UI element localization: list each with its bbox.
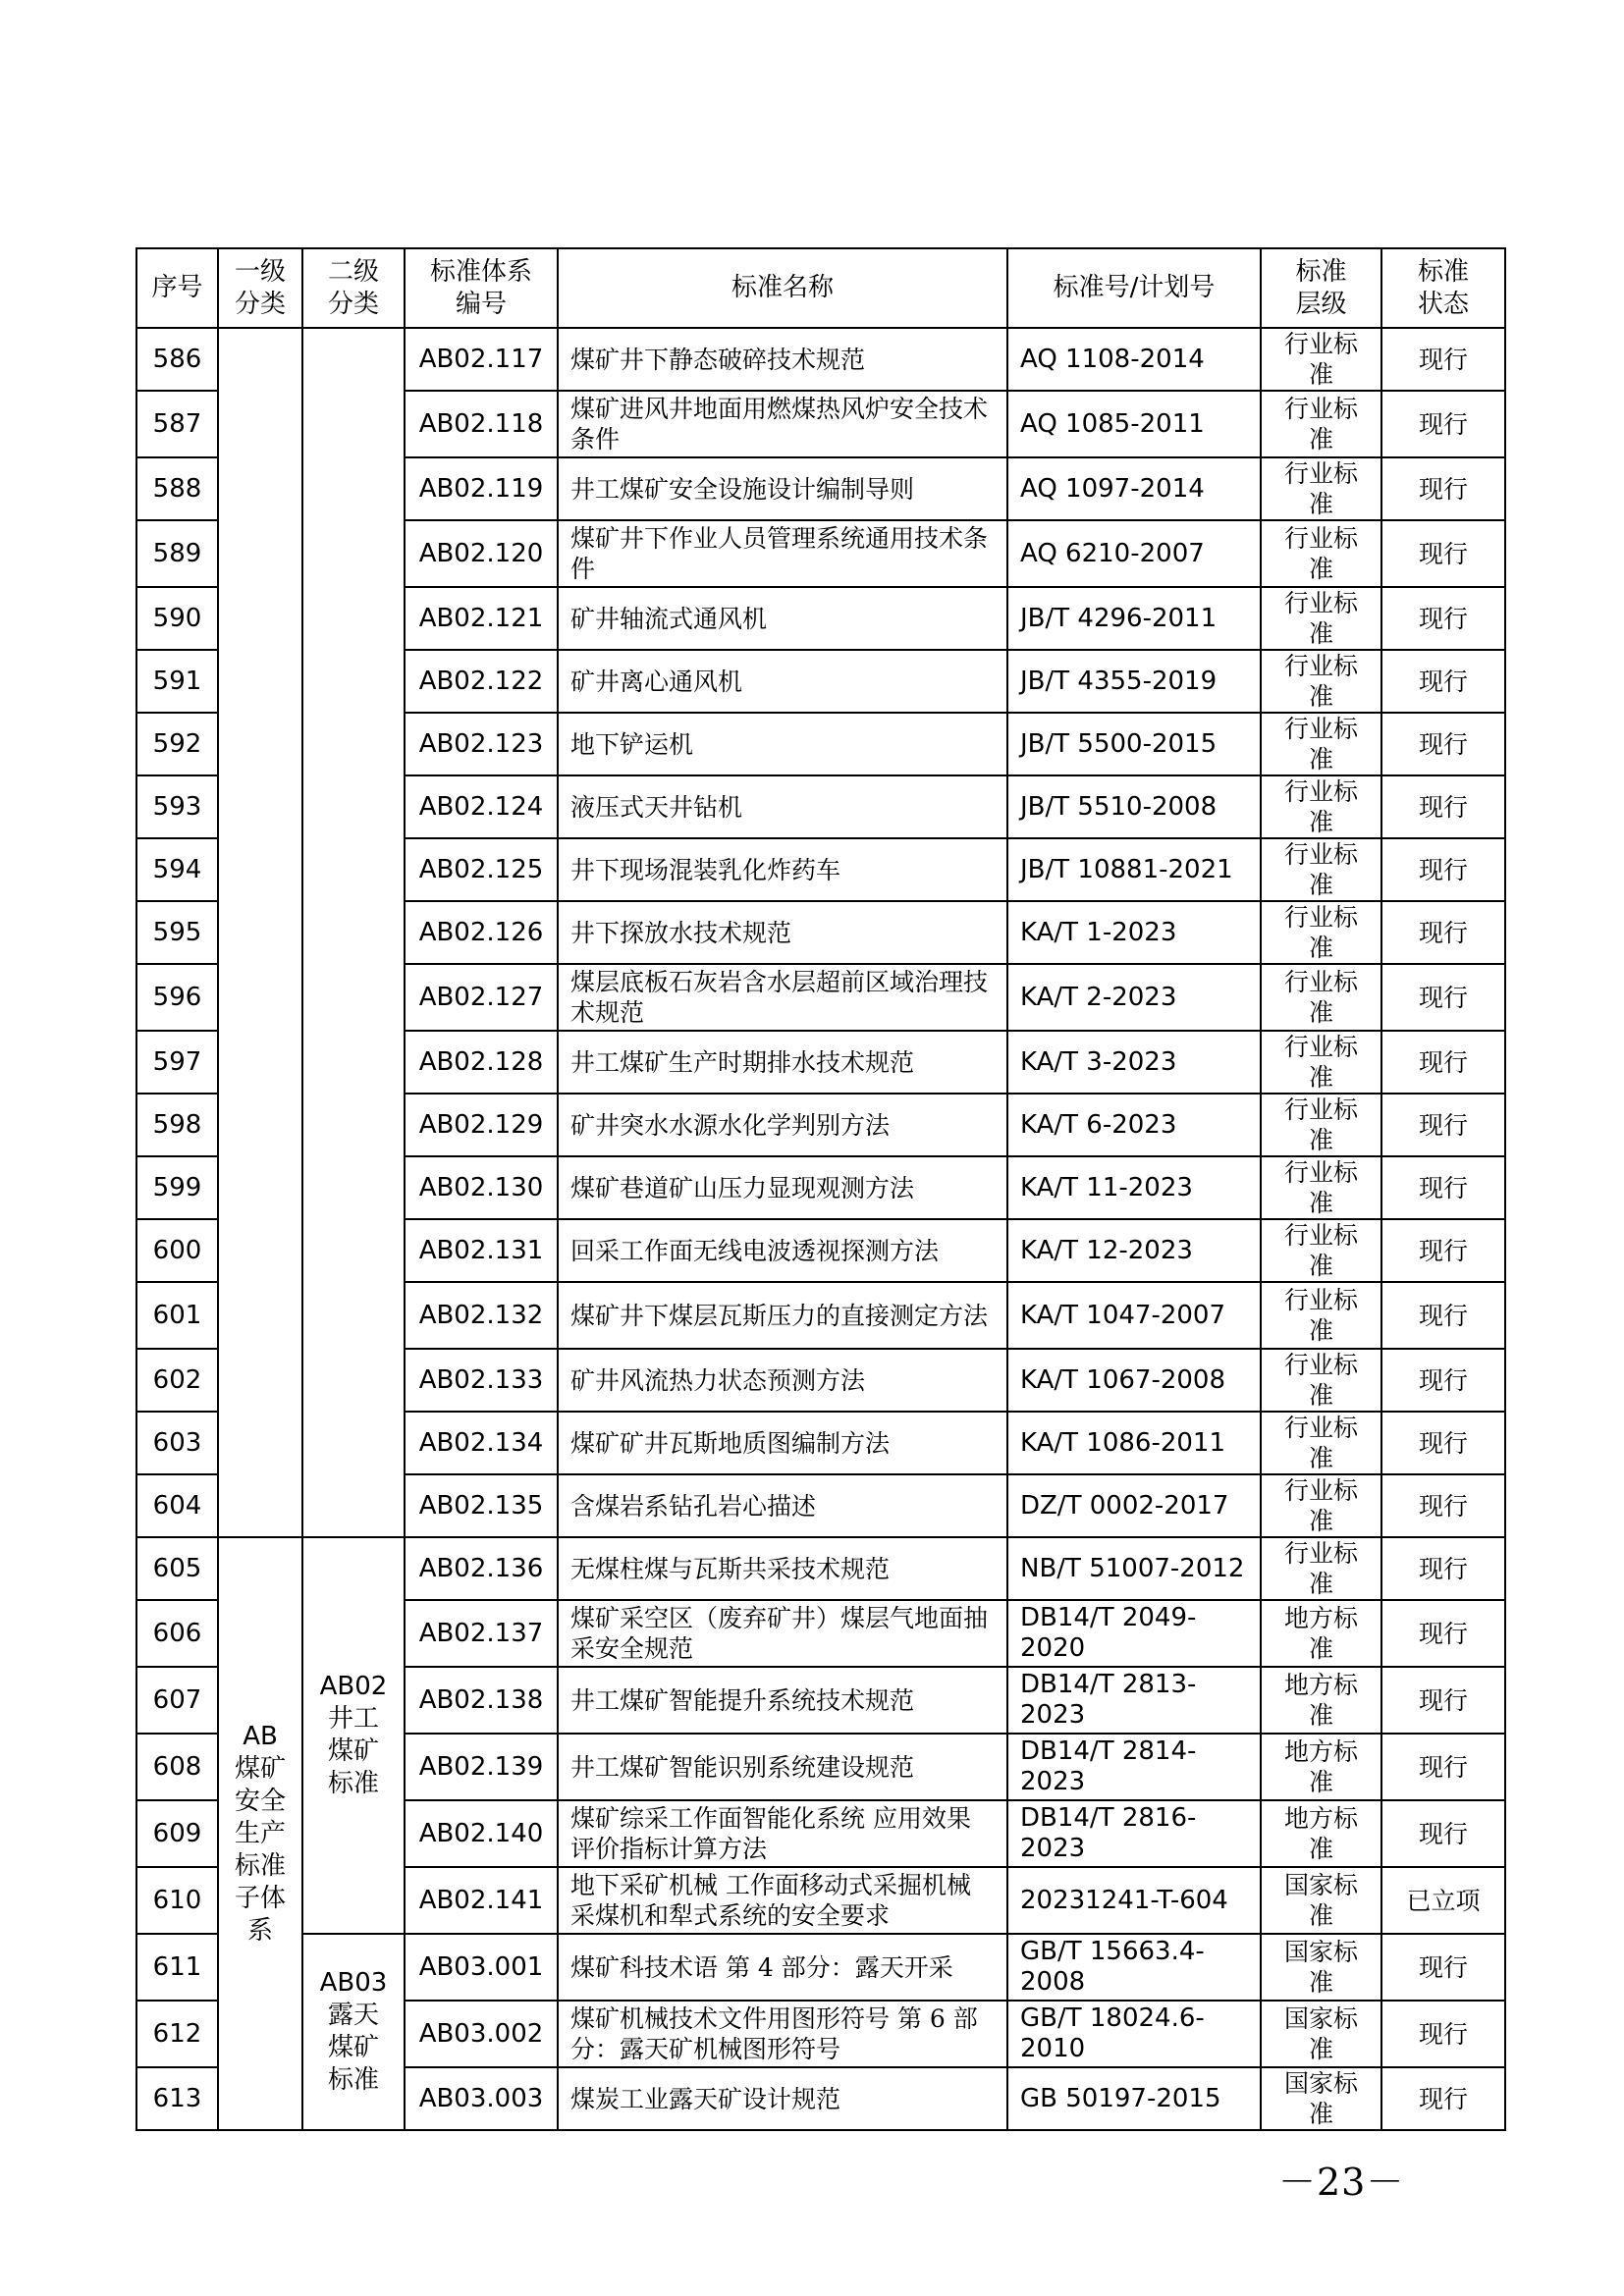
row-level: 行业标准	[1261, 1219, 1381, 1282]
row-name: 煤矿井下煤层瓦斯压力的直接测定方法	[558, 1282, 1007, 1349]
row-code: AB03.003	[405, 2067, 558, 2130]
page-number: －23－	[1278, 2161, 1405, 2204]
row-std-no: DB14/T 2816-2023	[1007, 1800, 1261, 1867]
row-seq: 601	[136, 1282, 218, 1349]
row-std-no: KA/T 11-2023	[1007, 1156, 1261, 1219]
row-std-no: JB/T 10881-2021	[1007, 838, 1261, 901]
row-name: 矿井离心通风机	[558, 650, 1007, 713]
row-std-no: DB14/T 2814-2023	[1007, 1734, 1261, 1800]
row-level: 国家标准	[1261, 1867, 1381, 1934]
table-row	[136, 1537, 1505, 1600]
row-level: 行业标准	[1261, 838, 1381, 901]
row-std-no: KA/T 1086-2011	[1007, 1412, 1261, 1474]
row-name: 煤矿矿井瓦斯地质图编制方法	[558, 1412, 1007, 1474]
row-name: 煤矿巷道矿山压力显现观测方法	[558, 1156, 1007, 1219]
row-seq: 591	[136, 650, 218, 713]
row-level: 地方标准	[1261, 1734, 1381, 1800]
row-code: AB02.128	[405, 1031, 558, 1094]
row-level: 行业标准	[1261, 1156, 1381, 1219]
row-level: 行业标准	[1261, 1094, 1381, 1156]
row-status: 现行	[1381, 1800, 1505, 1867]
row-code: AB02.121	[405, 587, 558, 650]
row-status: 现行	[1381, 520, 1505, 587]
row-code: AB03.001	[405, 1934, 558, 2001]
row-std-no: KA/T 2-2023	[1007, 964, 1261, 1031]
row-name: 煤矿井下静态破碎技术规范	[558, 328, 1007, 391]
row-name: 煤矿井下作业人员管理系统通用技术条件	[558, 520, 1007, 587]
row-std-no: DB14/T 2049-2020	[1007, 1600, 1261, 1667]
row-code: AB02.134	[405, 1412, 558, 1474]
row-code: AB02.125	[405, 838, 558, 901]
row-level: 地方标准	[1261, 1600, 1381, 1667]
row-name: 井工煤矿安全设施设计编制导则	[558, 457, 1007, 520]
row-name: 井工煤矿智能识别系统建设规范	[558, 1734, 1007, 1800]
row-status: 现行	[1381, 1934, 1505, 2001]
row-status: 现行	[1381, 1031, 1505, 1094]
row-code: AB02.129	[405, 1094, 558, 1156]
row-std-no: JB/T 4355-2019	[1007, 650, 1261, 713]
row-seq: 613	[136, 2067, 218, 2130]
row-seq: 587	[136, 391, 218, 457]
row-level: 行业标准	[1261, 587, 1381, 650]
row-seq: 610	[136, 1867, 218, 1934]
cat1-blank	[218, 328, 302, 1537]
row-code: AB02.141	[405, 1867, 558, 1934]
row-std-no: KA/T 12-2023	[1007, 1219, 1261, 1282]
row-level: 行业标准	[1261, 1282, 1381, 1349]
row-status: 现行	[1381, 775, 1505, 838]
row-code: AB02.132	[405, 1282, 558, 1349]
row-code: AB02.131	[405, 1219, 558, 1282]
row-status: 现行	[1381, 713, 1505, 775]
row-level: 行业标准	[1261, 1412, 1381, 1474]
row-name: 煤炭工业露天矿设计规范	[558, 2067, 1007, 2130]
row-code: AB02.136	[405, 1537, 558, 1600]
row-status: 现行	[1381, 2067, 1505, 2130]
table-row	[136, 1934, 1505, 2001]
row-seq: 586	[136, 328, 218, 391]
row-code: AB02.123	[405, 713, 558, 775]
header-status: 标准 状态	[1381, 248, 1505, 328]
row-name: 地下铲运机	[558, 713, 1007, 775]
row-name: 矿井轴流式通风机	[558, 587, 1007, 650]
row-status: 现行	[1381, 1600, 1505, 1667]
row-status: 现行	[1381, 1219, 1505, 1282]
row-std-no: JB/T 5500-2015	[1007, 713, 1261, 775]
row-code: AB02.118	[405, 391, 558, 457]
row-status: 现行	[1381, 838, 1505, 901]
row-name: 煤矿综采工作面智能化系统 应用效果评价指标计算方法	[558, 1800, 1007, 1867]
row-std-no: KA/T 1047-2007	[1007, 1282, 1261, 1349]
row-seq: 596	[136, 964, 218, 1031]
row-std-no: AQ 1108-2014	[1007, 328, 1261, 391]
row-std-no: AQ 1097-2014	[1007, 457, 1261, 520]
row-std-no: GB/T 15663.4-2008	[1007, 1934, 1261, 2001]
row-code: AB02.122	[405, 650, 558, 713]
row-level: 行业标准	[1261, 1474, 1381, 1537]
row-name: 地下采矿机械 工作面移动式采掘机械 采煤机和犁式系统的安全要求	[558, 1867, 1007, 1934]
row-seq: 607	[136, 1667, 218, 1734]
table-header-row	[136, 248, 1505, 328]
row-status: 现行	[1381, 1094, 1505, 1156]
row-name: 煤矿进风井地面用燃煤热风炉安全技术条件	[558, 391, 1007, 457]
row-std-no: DB14/T 2813-2023	[1007, 1667, 1261, 1734]
header-cat2: 二级 分类	[302, 248, 405, 328]
row-status: 现行	[1381, 1667, 1505, 1734]
row-name: 煤矿机械技术文件用图形符号 第 6 部分：露天矿机械图形符号	[558, 2001, 1007, 2067]
row-status: 现行	[1381, 1156, 1505, 1219]
row-status: 现行	[1381, 587, 1505, 650]
table-row	[136, 328, 1505, 391]
row-seq: 611	[136, 1934, 218, 2001]
row-seq: 605	[136, 1537, 218, 1600]
row-code: AB02.140	[405, 1800, 558, 1867]
row-status: 现行	[1381, 328, 1505, 391]
row-status: 现行	[1381, 1474, 1505, 1537]
row-std-no: KA/T 1-2023	[1007, 901, 1261, 964]
row-code: AB02.137	[405, 1600, 558, 1667]
row-std-no: GB 50197-2015	[1007, 2067, 1261, 2130]
row-seq: 603	[136, 1412, 218, 1474]
row-level: 行业标准	[1261, 520, 1381, 587]
row-name: 回采工作面无线电波透视探测方法	[558, 1219, 1007, 1282]
row-seq: 589	[136, 520, 218, 587]
row-status: 现行	[1381, 650, 1505, 713]
row-name: 井工煤矿生产时期排水技术规范	[558, 1031, 1007, 1094]
row-seq: 600	[136, 1219, 218, 1282]
row-name: 液压式天井钻机	[558, 775, 1007, 838]
row-level: 地方标准	[1261, 1667, 1381, 1734]
row-code: AB02.119	[405, 457, 558, 520]
row-status: 现行	[1381, 964, 1505, 1031]
row-level: 行业标准	[1261, 775, 1381, 838]
row-seq: 606	[136, 1600, 218, 1667]
row-seq: 598	[136, 1094, 218, 1156]
row-code: AB02.120	[405, 520, 558, 587]
row-seq: 602	[136, 1349, 218, 1412]
row-name: 含煤岩系钻孔岩心描述	[558, 1474, 1007, 1537]
row-name: 煤层底板石灰岩含水层超前区域治理技术规范	[558, 964, 1007, 1031]
row-status: 现行	[1381, 1349, 1505, 1412]
row-name: 井下现场混装乳化炸药车	[558, 838, 1007, 901]
row-seq: 593	[136, 775, 218, 838]
row-std-no: GB/T 18024.6-2010	[1007, 2001, 1261, 2067]
row-std-no: JB/T 5510-2008	[1007, 775, 1261, 838]
row-status: 现行	[1381, 457, 1505, 520]
row-std-no: KA/T 6-2023	[1007, 1094, 1261, 1156]
header-std-no: 标准号/计划号	[1007, 248, 1261, 328]
row-code: AB02.135	[405, 1474, 558, 1537]
row-code: AB02.124	[405, 775, 558, 838]
row-std-no: KA/T 3-2023	[1007, 1031, 1261, 1094]
row-name: 矿井突水水源水化学判别方法	[558, 1094, 1007, 1156]
row-code: AB02.133	[405, 1349, 558, 1412]
row-code: AB02.139	[405, 1734, 558, 1800]
row-std-no: JB/T 4296-2011	[1007, 587, 1261, 650]
row-seq: 599	[136, 1156, 218, 1219]
row-seq: 590	[136, 587, 218, 650]
row-seq: 592	[136, 713, 218, 775]
cat2-ab02: AB02 井工 煤矿 标准	[302, 1537, 405, 1934]
row-std-no: NB/T 51007-2012	[1007, 1537, 1261, 1600]
row-seq: 588	[136, 457, 218, 520]
row-level: 行业标准	[1261, 1537, 1381, 1600]
row-status: 现行	[1381, 901, 1505, 964]
row-code: AB02.117	[405, 328, 558, 391]
row-level: 行业标准	[1261, 650, 1381, 713]
header-code: 标准体系 编号	[405, 248, 558, 328]
row-status: 现行	[1381, 2001, 1505, 2067]
row-level: 行业标准	[1261, 1349, 1381, 1412]
row-level: 国家标准	[1261, 1934, 1381, 2001]
row-level: 行业标准	[1261, 713, 1381, 775]
row-name: 井下探放水技术规范	[558, 901, 1007, 964]
row-name: 无煤柱煤与瓦斯共采技术规范	[558, 1537, 1007, 1600]
header-level: 标准 层级	[1261, 248, 1381, 328]
row-level: 行业标准	[1261, 328, 1381, 391]
row-std-no: DZ/T 0002-2017	[1007, 1474, 1261, 1537]
cat2-ab03: AB03 露天 煤矿 标准	[302, 1934, 405, 2130]
row-level: 国家标准	[1261, 2001, 1381, 2067]
cat1-ab: AB 煤矿 安全 生产 标准 子体 系	[218, 1537, 302, 2130]
row-name: 煤矿科技术语 第 4 部分：露天开采	[558, 1934, 1007, 2001]
row-name: 煤矿采空区（废弃矿井）煤层气地面抽采安全规范	[558, 1600, 1007, 1667]
row-code: AB03.002	[405, 2001, 558, 2067]
row-status: 现行	[1381, 1537, 1505, 1600]
header-name: 标准名称	[558, 248, 1007, 328]
cat2-blank	[302, 328, 405, 1537]
row-std-no: 20231241-T-604	[1007, 1867, 1261, 1934]
row-std-no: AQ 6210-2007	[1007, 520, 1261, 587]
header-seq: 序号	[136, 248, 218, 328]
standards-table	[135, 247, 1506, 2131]
row-code: AB02.130	[405, 1156, 558, 1219]
row-std-no: AQ 1085-2011	[1007, 391, 1261, 457]
row-code: AB02.127	[405, 964, 558, 1031]
row-level: 地方标准	[1261, 1800, 1381, 1867]
row-level: 国家标准	[1261, 2067, 1381, 2130]
row-status: 现行	[1381, 1412, 1505, 1474]
row-level: 行业标准	[1261, 964, 1381, 1031]
row-std-no: KA/T 1067-2008	[1007, 1349, 1261, 1412]
row-level: 行业标准	[1261, 1031, 1381, 1094]
row-code: AB02.126	[405, 901, 558, 964]
row-status: 已立项	[1381, 1867, 1505, 1934]
row-name: 矿井风流热力状态预测方法	[558, 1349, 1007, 1412]
row-seq: 612	[136, 2001, 218, 2067]
row-status: 现行	[1381, 1282, 1505, 1349]
row-name: 井工煤矿智能提升系统技术规范	[558, 1667, 1007, 1734]
row-code: AB02.138	[405, 1667, 558, 1734]
row-status: 现行	[1381, 1734, 1505, 1800]
row-level: 行业标准	[1261, 457, 1381, 520]
row-status: 现行	[1381, 391, 1505, 457]
row-seq: 609	[136, 1800, 218, 1867]
header-cat1: 一级 分类	[218, 248, 302, 328]
row-seq: 595	[136, 901, 218, 964]
row-seq: 604	[136, 1474, 218, 1537]
row-seq: 597	[136, 1031, 218, 1094]
row-seq: 594	[136, 838, 218, 901]
row-level: 行业标准	[1261, 901, 1381, 964]
row-level: 行业标准	[1261, 391, 1381, 457]
row-seq: 608	[136, 1734, 218, 1800]
